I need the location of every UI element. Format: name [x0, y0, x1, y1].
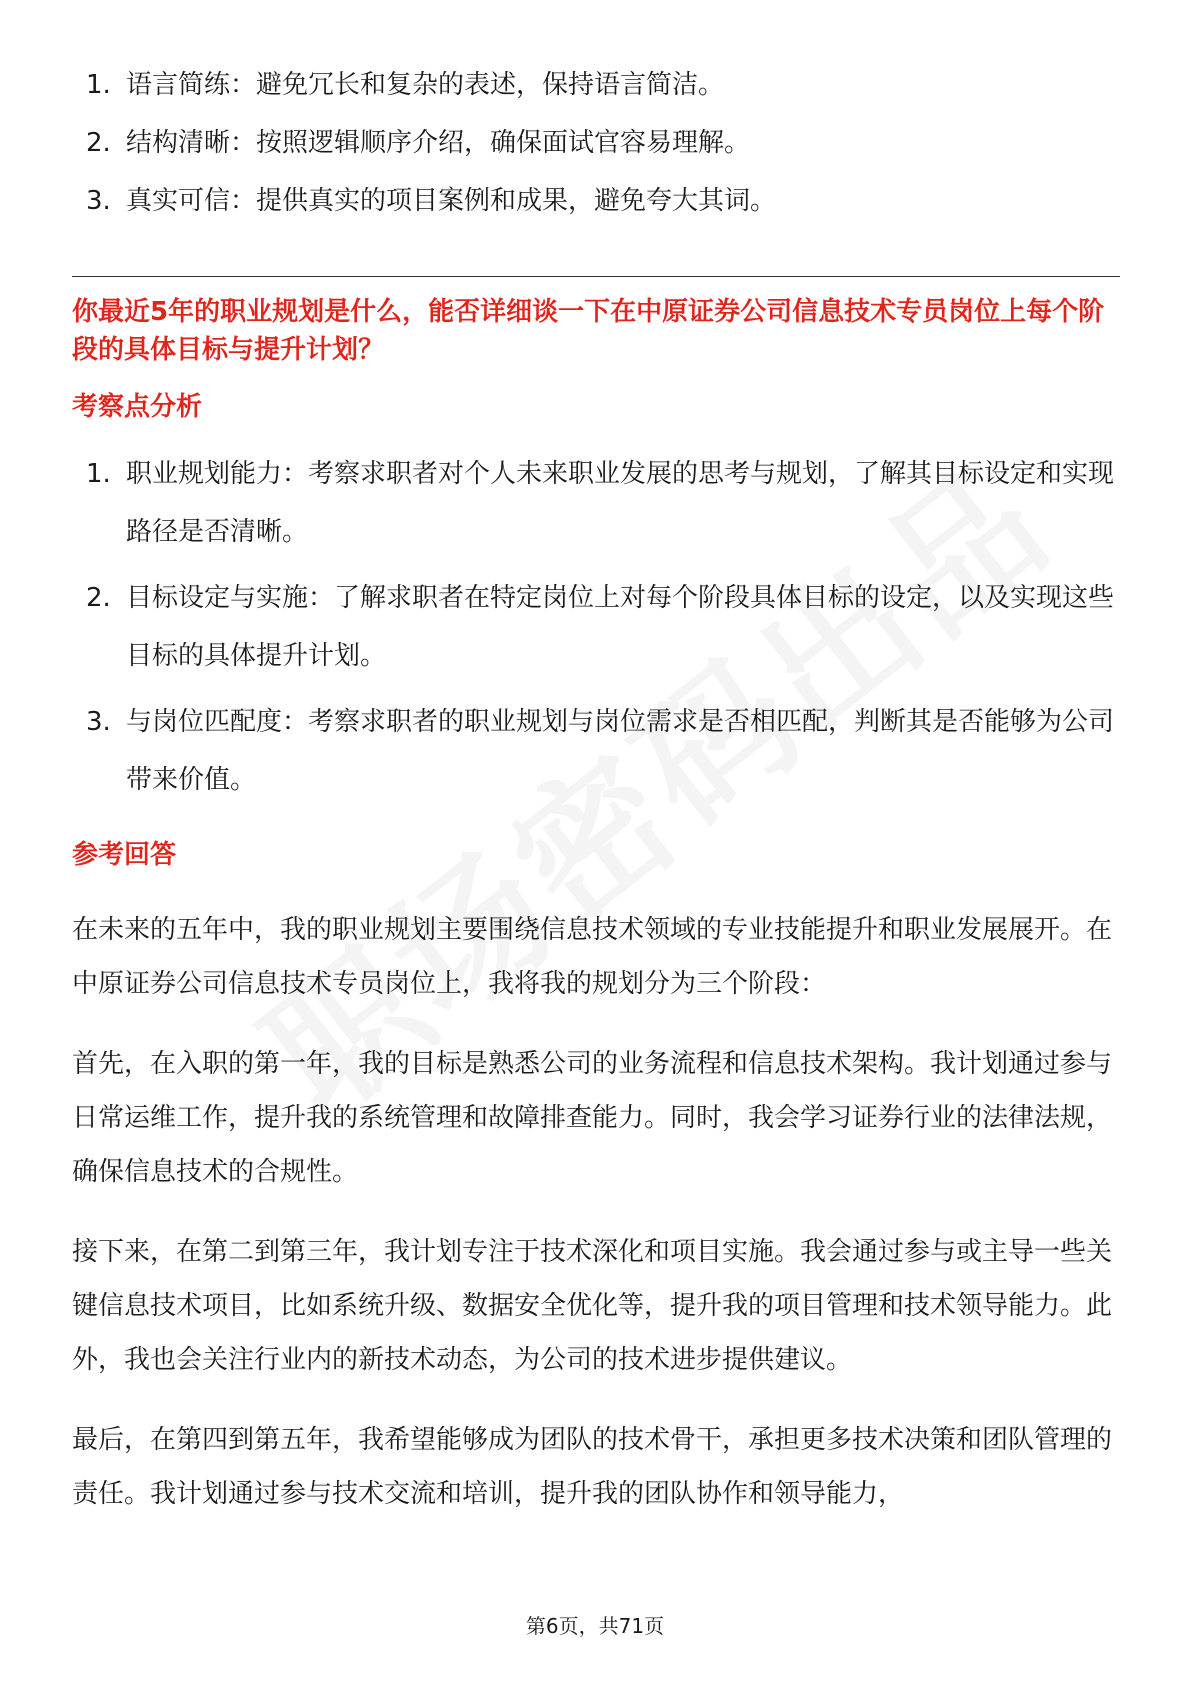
list-item: 3. 与岗位匹配度：考察求职者的职业规划与岗位需求是否相匹配，判断其是否能够为公司带来价值。: [86, 707, 1115, 795]
analysis-list: [72, 445, 1120, 809]
answer-paragraph: 接下来，在第二到第三年，我计划专注于技术深化和项目实施。我会通过参与或主导一些关键信息技术项目，比如系统升级、数据安全优化等，提升我的项目管理和技术领导能力。此外，我也会关注行业内的新技术动态，为公司的技术进步提供建议。: [72, 1237, 1113, 1375]
list-item: 3. 真实可信：提供真实的项目案例和成果，避免夸大其词。: [86, 186, 777, 216]
answer-title: 参考回答: [72, 840, 177, 870]
answer-paragraph: 首先，在入职的第一年，我的目标是熟悉公司的业务流程和信息技术架构。我计划通过参与日常运维工作，提升我的系统管理和故障排查能力。同时，我会学习证券行业的法律法规，确保信息技术的合规性。: [72, 1049, 1113, 1187]
analysis-title: 考察点分析: [72, 392, 203, 422]
list-item-text: 目标设定与实施：了解求职者在特定岗位上对每个阶段具体目标的设定，以及实现这些目标的具体提升计划。: [126, 583, 1115, 671]
list-item-text: 语言简练：避免冗长和复杂的表述，保持语言简洁。: [126, 70, 725, 100]
answer-paragraph: 最后，在第四到第五年，我希望能够成为团队的技术骨干，承担更多技术决策和团队管理的责任。我计划通过参与技术交流和培训，提升我的团队协作和领导能力，: [72, 1425, 1113, 1509]
tips-list: [72, 56, 1120, 230]
document-body: [72, 56, 1120, 1547]
list-item-text: 真实可信：提供真实的项目案例和成果，避免夸大其词。: [126, 186, 777, 216]
list-item: 2. 结构清晰：按照逻辑顺序介绍，确保面试官容易理解。: [86, 128, 751, 158]
list-item-text: 职业规划能力：考察求职者对个人未来职业发展的思考与规划，了解其目标设定和实现路径是否清晰。: [126, 459, 1115, 547]
list-item-text: 与岗位匹配度：考察求职者的职业规划与岗位需求是否相匹配，判断其是否能够为公司带来价值。: [126, 707, 1115, 795]
list-item-text: 结构清晰：按照逻辑顺序介绍，确保面试官容易理解。: [126, 128, 751, 158]
list-item: 1. 语言简练：避免冗长和复杂的表述，保持语言简洁。: [86, 70, 725, 100]
question-heading: 你最近5年的职业规划是什么，能否详细谈一下在中原证券公司信息技术专员岗位上每个阶段的具体目标与提升计划？: [72, 297, 1105, 365]
divider: [72, 276, 1120, 277]
answer-paragraph: 在未来的五年中，我的职业规划主要围绕信息技术领域的专业技能提升和职业发展展开。在中原证券公司信息技术专员岗位上，我将我的规划分为三个阶段：: [72, 915, 1113, 999]
page-number: 第6页，共71页: [525, 1614, 665, 1638]
list-item: 2. 目标设定与实施：了解求职者在特定岗位上对每个阶段具体目标的设定，以及实现这些目标的具体提升计划。: [86, 583, 1115, 671]
list-item: 1. 职业规划能力：考察求职者对个人未来职业发展的思考与规划，了解其目标设定和实现路径是否清晰。: [86, 459, 1115, 547]
